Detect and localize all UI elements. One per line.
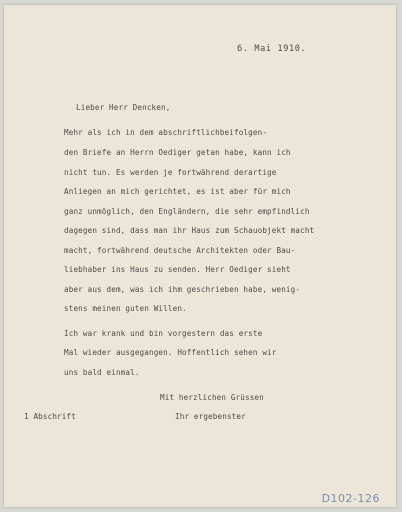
body-line: Mehr als ich in dem abschriftlichbeifolgen-	[64, 128, 268, 137]
archive-number: D102-126	[321, 492, 380, 505]
signature-line: Ihr ergebenster	[175, 412, 246, 421]
body-line: stens meinen guten Willen.	[64, 304, 187, 313]
enclosure-note: 1 Abschrift	[24, 412, 76, 421]
body-line: uns bald einmal.	[64, 368, 140, 377]
body-line: Anliegen an mich gerichtet, es ist aber für mich	[64, 187, 291, 196]
body-line: dagegen sind, dass man ihr Haus zum Schauobjekt macht	[64, 226, 315, 235]
body-line: aber aus dem, was ich ihm geschrieben habe, wenig-	[64, 285, 301, 294]
letter-page	[4, 5, 396, 507]
body-line: macht, fortwährend deutsche Architekten oder Bau-	[64, 246, 296, 255]
closing: Mit herzlichen Grüssen	[160, 393, 264, 402]
body-line: ganz unmöglich, den Engländern, die sehr empfindlich	[64, 207, 310, 216]
salutation: Lieber Herr Dencken,	[76, 103, 171, 112]
body-line: liebhaber ins Haus zu senden. Herr Oediger sieht	[64, 265, 291, 274]
letter-date: 6. Mai 1910.	[237, 44, 307, 54]
body-line: Ich war krank und bin vorgestern das erste	[64, 329, 263, 338]
body-line: den Briefe an Herrn Oediger getan habe, kann ich	[64, 148, 291, 157]
body-line: nicht tun. Es werden je fortwährend derartige	[64, 168, 277, 177]
body-line: Mal wieder ausgegangen. Hoffentlich sehen wir	[64, 348, 277, 357]
